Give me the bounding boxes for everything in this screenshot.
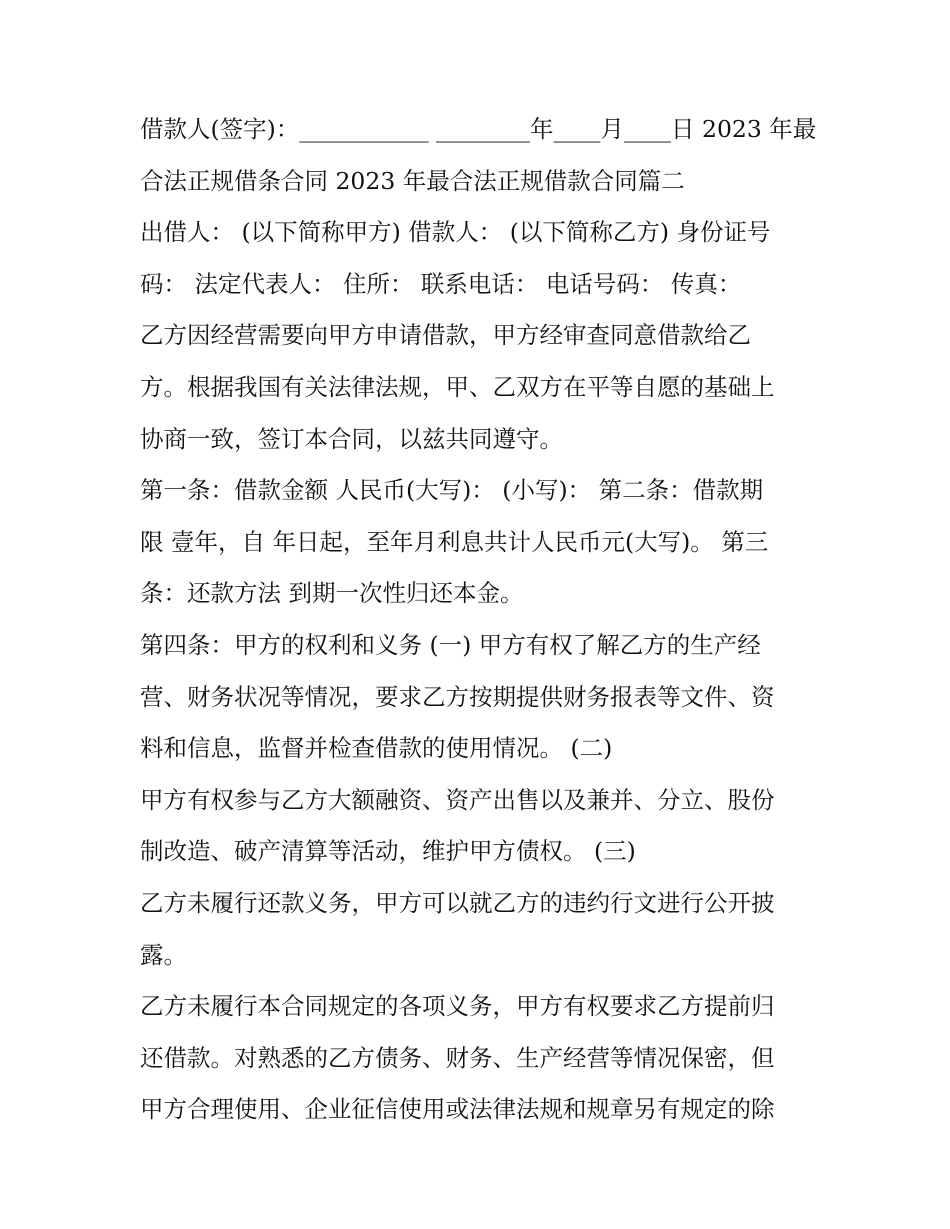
text-line: 方。根据我国有关法律法规，甲、乙双方在平等自愿的基础上 [140, 372, 775, 401]
text-line: 借款人(签字)：___________ ________年____月____日 2023 年最 [140, 115, 817, 143]
text-line: 乙方因经营需要向甲方申请借款，甲方经审查同意借款给乙 [140, 321, 751, 350]
text-line: 甲方合理使用、企业征信使用或法律法规和规章另有规定的除 [140, 1095, 775, 1124]
text-line: 料和信息，监督并检查借款的使用情况。 (二) [140, 734, 613, 763]
text-line: 乙方未履行本合同规定的各项义务，甲方有权要求乙方提前归 [140, 992, 775, 1021]
text-line: 码： 法定代表人： 住所： 联系电话： 电话号码： 传真： [140, 269, 742, 298]
text-line: 条：还款方法 到期一次性归还本金。 [140, 579, 524, 608]
text-line: 露。 [140, 940, 187, 969]
text-line: 出借人： (以下简称甲方) 借款人： (以下简称乙方) 身份证号 [140, 218, 771, 247]
text-line: 制改造、破产清算等活动，维护甲方债权。 (三) [140, 837, 636, 866]
text-line: 协商一致，签订本合同，以兹共同遵守。 [140, 424, 563, 453]
text-line: 合法正规借条合同 2023 年最合法正规借款合同篇二 [140, 166, 685, 195]
text-line: 营、财务状况等情况，要求乙方按期提供财务报表等文件、资 [140, 682, 775, 711]
document-body [140, 104, 817, 1136]
text-line: 限 壹年，自 年日起，至年月利息共计人民币元(大写)。 第三 [140, 527, 769, 556]
text-line: 乙方未履行还款义务，甲方可以就乙方的违约行文进行公开披 [140, 888, 775, 917]
text-line: 还借款。对熟悉的乙方债务、财务、生产经营等情况保密，但 [140, 1043, 775, 1072]
text-line: 甲方有权参与乙方大额融资、资产出售以及兼并、分立、股份 [140, 785, 775, 814]
text-line: 第一条：借款金额 人民币(大写)： (小写)： 第二条：借款期 [140, 476, 764, 505]
text-line: 第四条：甲方的权利和义务 (一) 甲方有权了解乙方的生产经 [140, 630, 761, 659]
